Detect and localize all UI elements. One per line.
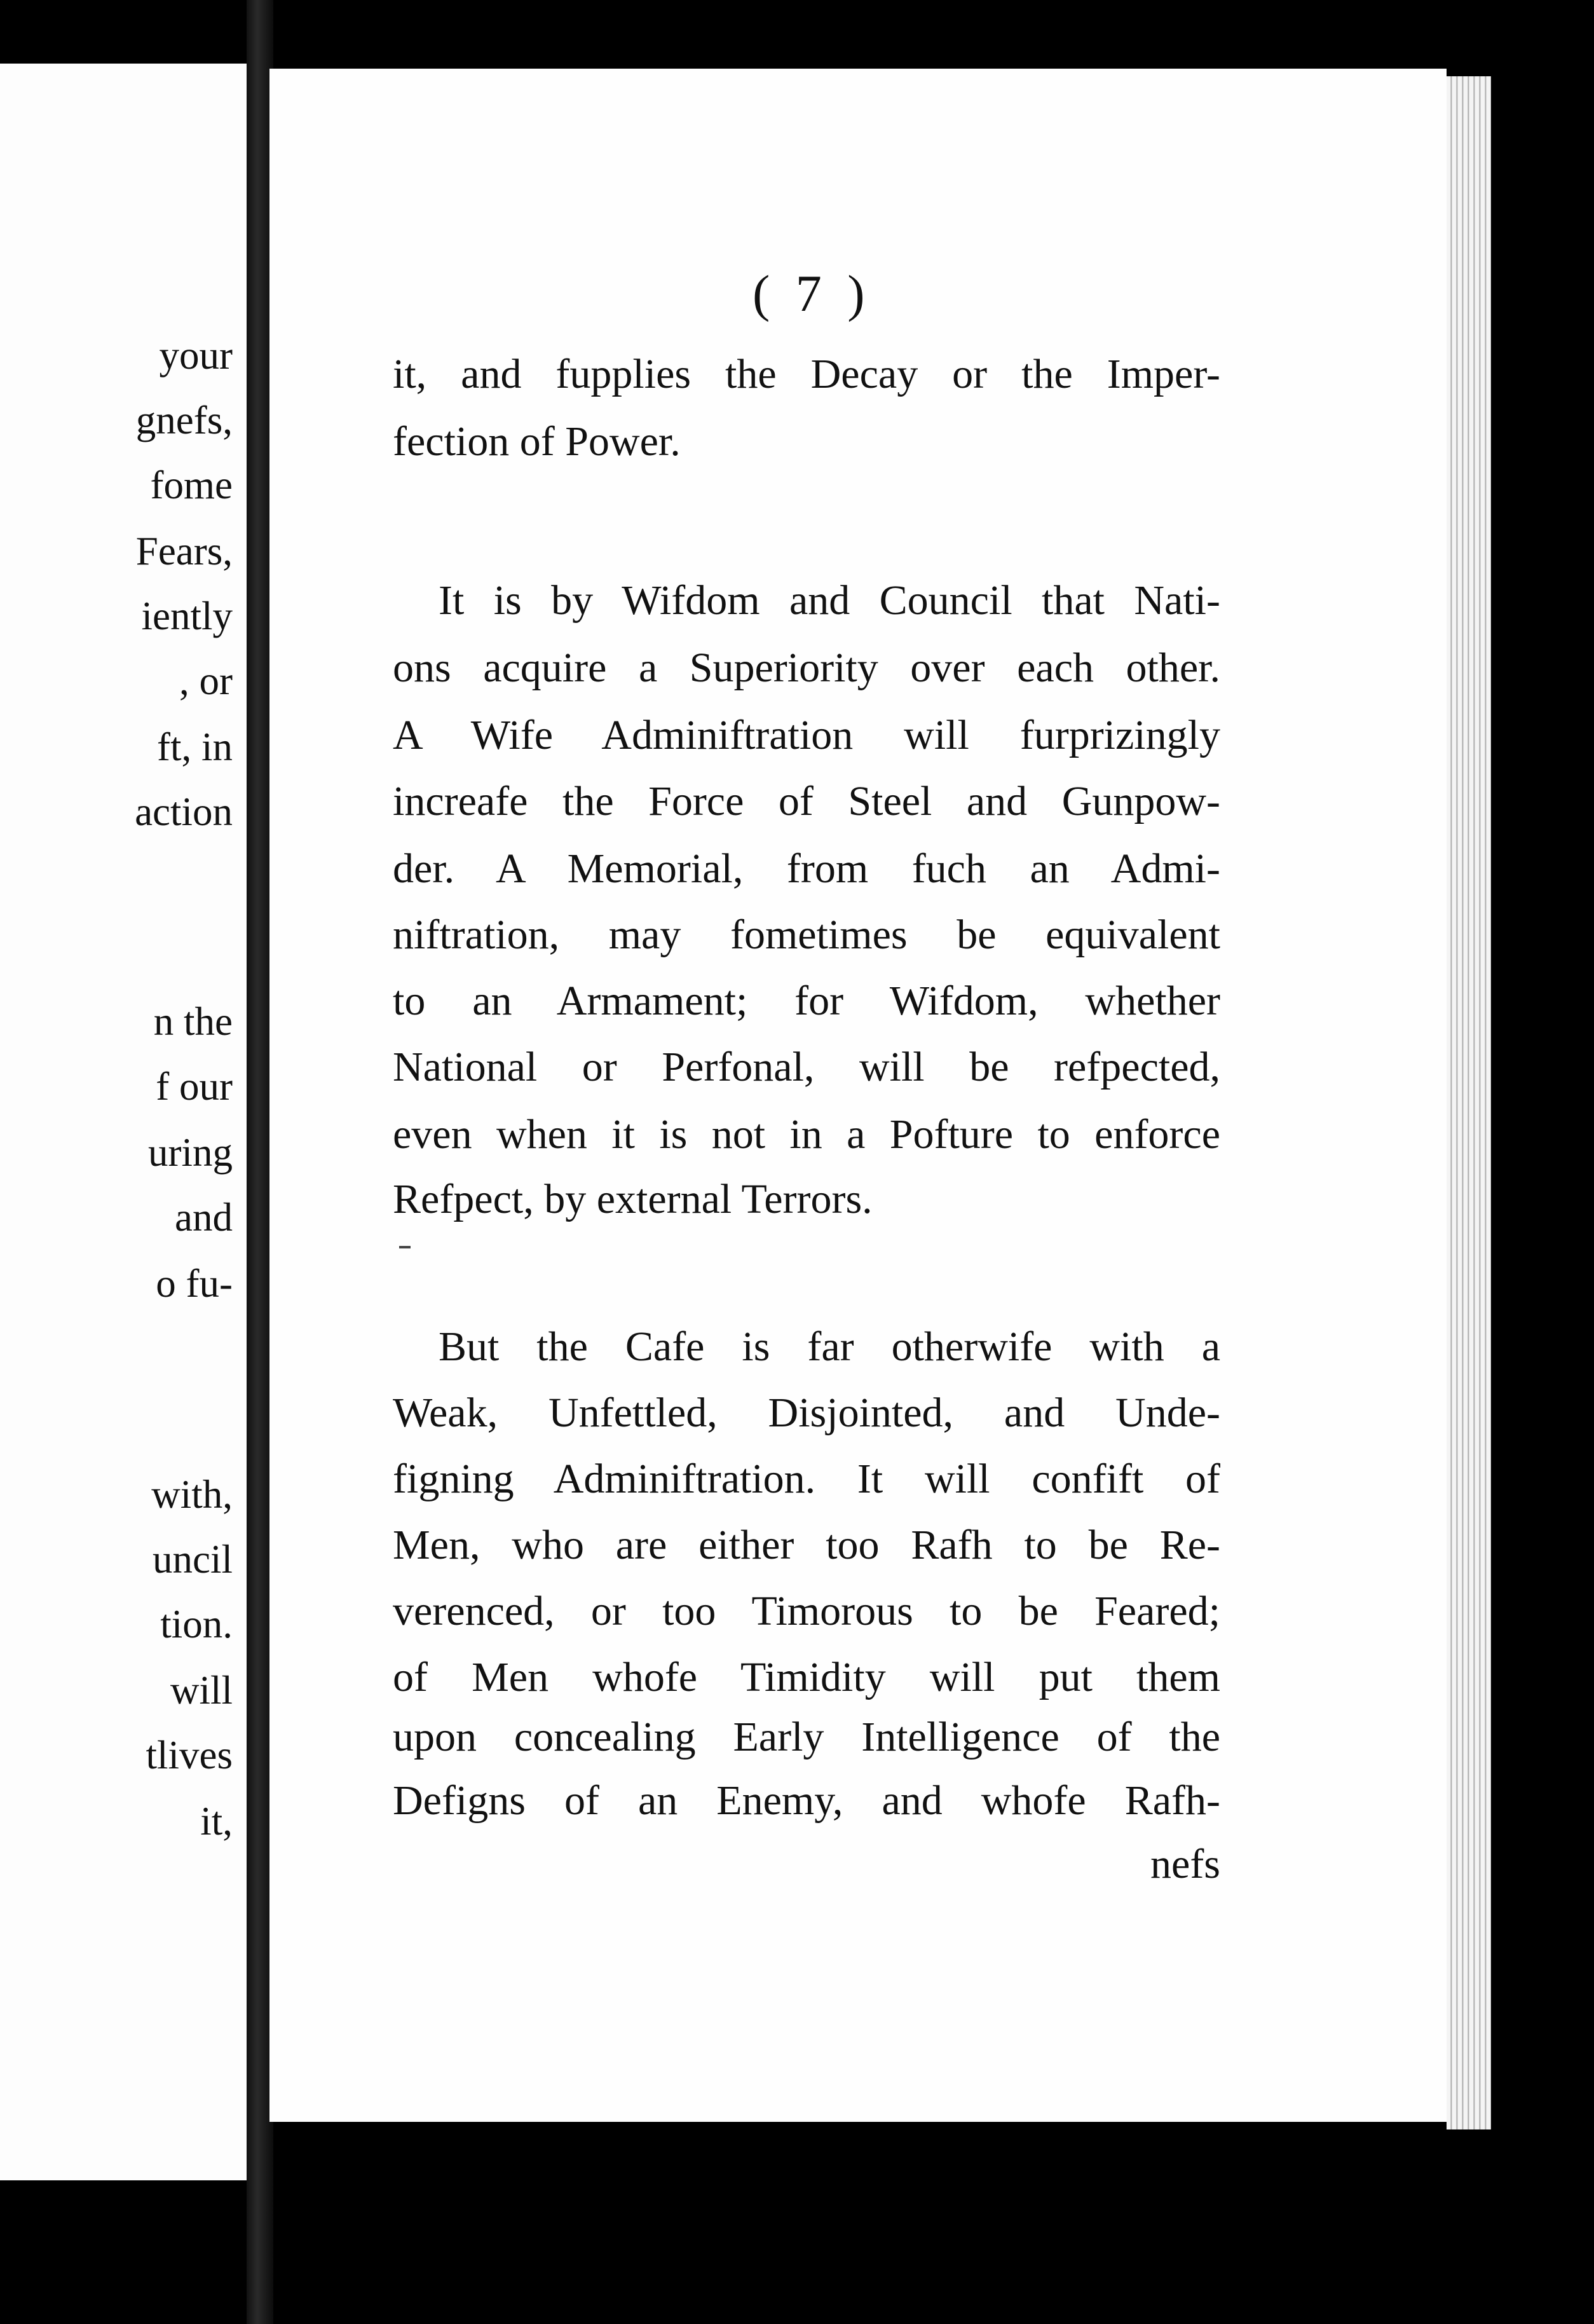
left-page-line: f our — [156, 1064, 233, 1109]
text-line: National or Perfonal, will be refpected, — [393, 1044, 1220, 1090]
left-page-line: it, — [200, 1799, 233, 1843]
stray-mark — [399, 1246, 411, 1248]
left-page-line: ft, in — [157, 725, 233, 769]
text-line: But the Cafe is far otherwife with a — [439, 1323, 1220, 1370]
text-line: even when it is not in a Pofture to enforce — [393, 1111, 1220, 1158]
left-page-line: uring — [148, 1130, 233, 1175]
left-page-line: Fears, — [135, 529, 233, 573]
left-page-line: your — [159, 333, 233, 378]
left-page-line: uncil — [153, 1537, 233, 1582]
text-line: der. A Memorial, from fuch an Admi- — [393, 845, 1220, 892]
text-line: A Wife Adminiftration will furprizingly — [393, 712, 1220, 758]
text-line: fection of Power. — [393, 418, 681, 465]
left-page-line: o fu- — [156, 1261, 233, 1306]
text-line: Refpect, by external Terrors. — [393, 1176, 873, 1222]
left-page-line: with, — [151, 1472, 233, 1517]
left-page-line: iently — [141, 594, 233, 638]
text-line: verenced, or too Timorous to be Feared; — [393, 1588, 1220, 1634]
text-line: figning Adminiftration. It will confift of — [393, 1456, 1220, 1502]
left-page-line: tlives — [146, 1733, 233, 1777]
text-line: increafe the Force of Steel and Gunpow- — [393, 778, 1220, 824]
text-line: niftration, may fometimes be equivalent — [393, 912, 1220, 958]
text-line: It is by Wifdom and Council that Nati- — [439, 577, 1220, 624]
text-line: of Men whofe Timidity will put them — [393, 1654, 1220, 1700]
left-page-line: n the — [153, 999, 233, 1044]
text-line: Men, who are either too Rafh to be Re- — [393, 1522, 1220, 1568]
page-edges — [1447, 76, 1491, 2129]
left-page-line: fome — [150, 463, 233, 507]
left-page-line: will — [170, 1668, 233, 1712]
left-page-line: gnefs, — [135, 398, 233, 442]
text-line: ons acquire a Superiority over each other. — [393, 645, 1220, 691]
page-number: ( 7 ) — [753, 264, 871, 322]
left-page-line: and — [175, 1195, 233, 1240]
left-facing-page — [0, 64, 247, 2180]
left-page-line: tion. — [160, 1602, 233, 1646]
catchword: nefs — [1150, 1841, 1220, 1887]
left-page-line: , or — [179, 659, 233, 703]
text-line: to an Armament; for Wifdom, whether — [393, 978, 1220, 1024]
text-line: it, and fupplies the Decay or the Imper- — [393, 351, 1220, 397]
left-page-line: action — [135, 789, 233, 834]
text-line: upon concealing Early Intelligence of the — [393, 1714, 1220, 1760]
text-line: Defigns of an Enemy, and whofe Rafh- — [393, 1777, 1220, 1824]
text-line: Weak, Unfettled, Disjointed, and Unde- — [393, 1390, 1220, 1436]
